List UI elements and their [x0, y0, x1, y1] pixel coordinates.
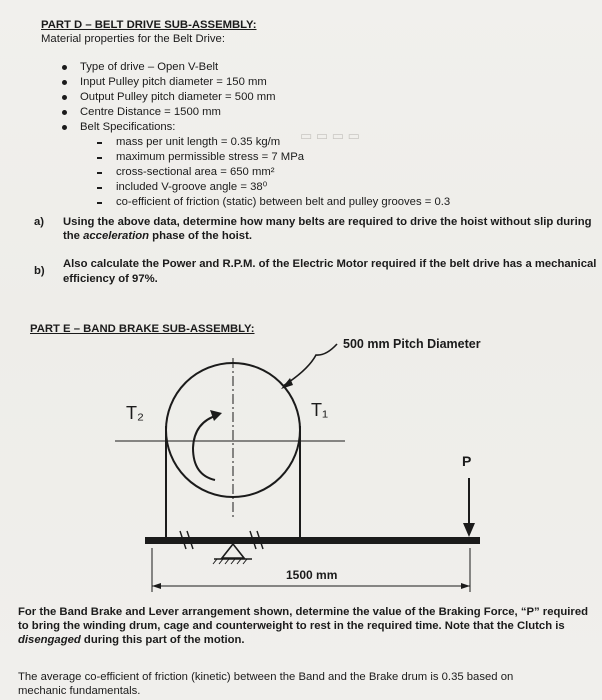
dimension-arrow-left-icon	[152, 583, 161, 589]
bullet-icon	[62, 95, 67, 100]
fulcrum-pivot-icon	[222, 544, 244, 558]
braking-force-line1: For the Band Brake and Lever arrangement shown, determine the value of the Braking Force, “P” required	[18, 606, 589, 618]
question-b-label: b)	[34, 265, 45, 277]
question-a-line2-suffix: phase of the hoist.	[149, 230, 252, 242]
bullet-item: Input Pulley pitch diameter = 150 mm	[80, 76, 267, 88]
dash-icon	[97, 157, 102, 159]
belt-spec-item: included V-groove angle = 38⁰	[116, 181, 268, 193]
braking-force-line3	[18, 633, 588, 647]
dash-icon	[97, 202, 102, 204]
part-d-heading: PART D – BELT DRIVE SUB-ASSEMBLY:	[41, 19, 257, 31]
question-a-label: a)	[34, 216, 45, 228]
brake-lever	[145, 537, 480, 544]
t1-label: T₁	[311, 400, 329, 420]
bullet-icon	[62, 125, 67, 130]
t2-label: T₂	[126, 403, 144, 423]
dash-icon	[97, 172, 102, 174]
friction-coefficient-note	[18, 670, 513, 698]
dash-icon	[97, 142, 102, 144]
question-a-line2	[63, 229, 252, 243]
question-a-line1: Using the above data, determine how many belts are required to drive the hoist without slip during	[63, 216, 592, 228]
bullet-icon	[62, 80, 67, 85]
question-a-emphasis: acceleration	[83, 230, 150, 242]
bullet-item: Belt Specifications:	[80, 121, 176, 133]
question-b-line1: Also calculate the Power and R.P.M. of the Electric Motor required if the belt drive has a mechanical	[63, 258, 597, 270]
question-b-line2: efficiency of 97%.	[63, 273, 158, 285]
bullet-item: Centre Distance = 1500 mm	[80, 106, 221, 118]
show-through-decoration: ▭ ▭ ▭ ▭	[300, 128, 360, 143]
lever-length-label: 1500 mm	[286, 568, 338, 582]
rotation-arrow-icon	[210, 410, 222, 421]
question-a-line2-prefix: the	[63, 230, 84, 242]
bullet-icon	[62, 110, 67, 115]
force-p-label: P	[462, 453, 472, 469]
dimension-arrow-right-icon	[461, 583, 470, 589]
bullet-item: Output Pulley pitch diameter = 500 mm	[80, 91, 276, 103]
belt-spec-item: co-efficient of friction (static) between belt and pulley grooves = 0.3	[116, 196, 451, 208]
pitch-leader-line	[283, 344, 337, 386]
bullet-item: Type of drive – Open V-Belt	[80, 61, 219, 73]
rotation-arc	[193, 415, 218, 480]
part-d-subheading: Material properties for the Belt Drive:	[41, 33, 225, 45]
dash-icon	[97, 187, 102, 189]
belt-spec-item: mass per unit length = 0.35 kg/m	[116, 136, 281, 148]
belt-spec-item: maximum permissible stress = 7 MPa	[116, 151, 305, 163]
braking-force-line2: to bring the winding drum, cage and counterweight to rest in the required time. Note that the Clutch is	[18, 620, 565, 632]
friction-note-line1: The average co-efficient of friction (kinetic) between the Band and the Brake drum is 0.35 based on	[18, 671, 514, 683]
braking-force-question	[18, 605, 588, 647]
force-p-arrow-icon	[463, 523, 475, 537]
braking-force-emphasis: disengaged	[18, 634, 81, 646]
band-brake-diagram	[0, 330, 602, 610]
braking-force-line3-suffix: during this part of the motion.	[80, 634, 245, 646]
friction-note-line2: mechanic fundamentals.	[18, 685, 141, 697]
bullet-icon	[62, 65, 67, 70]
belt-spec-item: cross-sectional area = 650 mm²	[116, 166, 275, 178]
pitch-diameter-label: 500 mm Pitch Diameter	[343, 337, 481, 351]
part-e-heading: PART E – BAND BRAKE SUB-ASSEMBLY:	[30, 323, 255, 335]
